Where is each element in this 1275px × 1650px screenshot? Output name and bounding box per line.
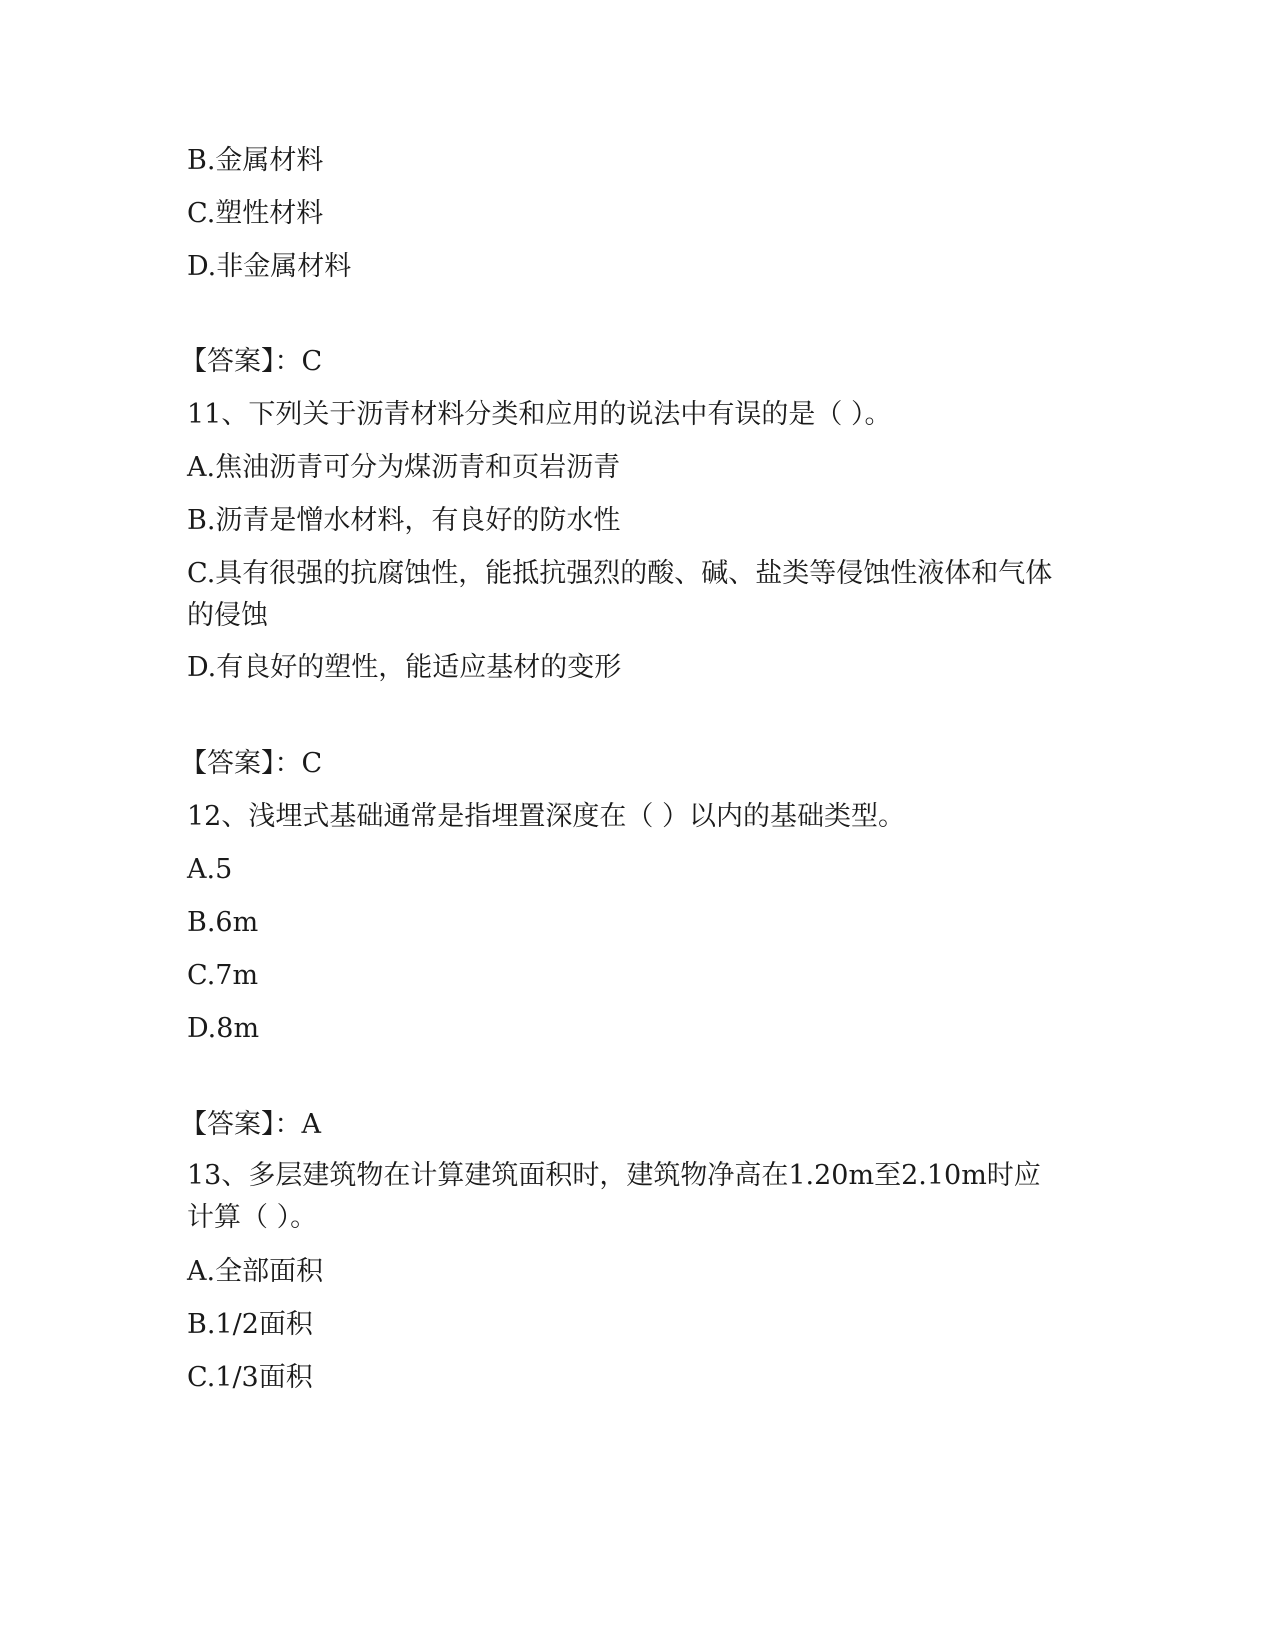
q12-option-d: D.8m: [187, 1013, 260, 1044]
q10-option-d: D.非金属材料: [187, 251, 352, 282]
q10-answer: 【答案】：C: [180, 346, 323, 377]
q12-option-c: C.7m: [187, 960, 259, 991]
q12-option-a: A.5: [187, 854, 233, 885]
q10-option-c: C.塑性材料: [187, 198, 324, 229]
q10-option-b: B.金属材料: [187, 145, 324, 176]
q13-option-b: B.1/2面积: [187, 1309, 313, 1340]
q11-answer: 【答案】：C: [180, 748, 323, 779]
q12-answer: 【答案】：A: [180, 1109, 321, 1140]
q12-stem: 12、浅埋式基础通常是指埋置深度在（ ）以内的基础类型。: [187, 801, 905, 832]
q11-stem: 11、下列关于沥青材料分类和应用的说法中有误的是（ ）。: [187, 399, 892, 430]
q13-option-c: C.1/3面积: [187, 1362, 313, 1393]
q11-option-a: A.焦油沥青可分为煤沥青和页岩沥青: [187, 452, 621, 483]
q11-option-c: C.具有很强的抗腐蚀性，能抵抗强烈的酸、碱、盐类等侵蚀性液体和气体的侵蚀: [187, 558, 1053, 631]
q11-option-d: D.有良好的塑性，能适应基材的变形: [187, 652, 622, 683]
q11-option-b: B.沥青是憎水材料，有良好的防水性: [187, 505, 621, 536]
q12-option-b: B.6m: [187, 907, 259, 938]
q13-option-a: A.全部面积: [187, 1256, 324, 1287]
q13-stem: 13、多层建筑物在计算建筑面积时，建筑物净高在1.20m至2.10m时应计算（ ）。: [187, 1160, 1041, 1233]
